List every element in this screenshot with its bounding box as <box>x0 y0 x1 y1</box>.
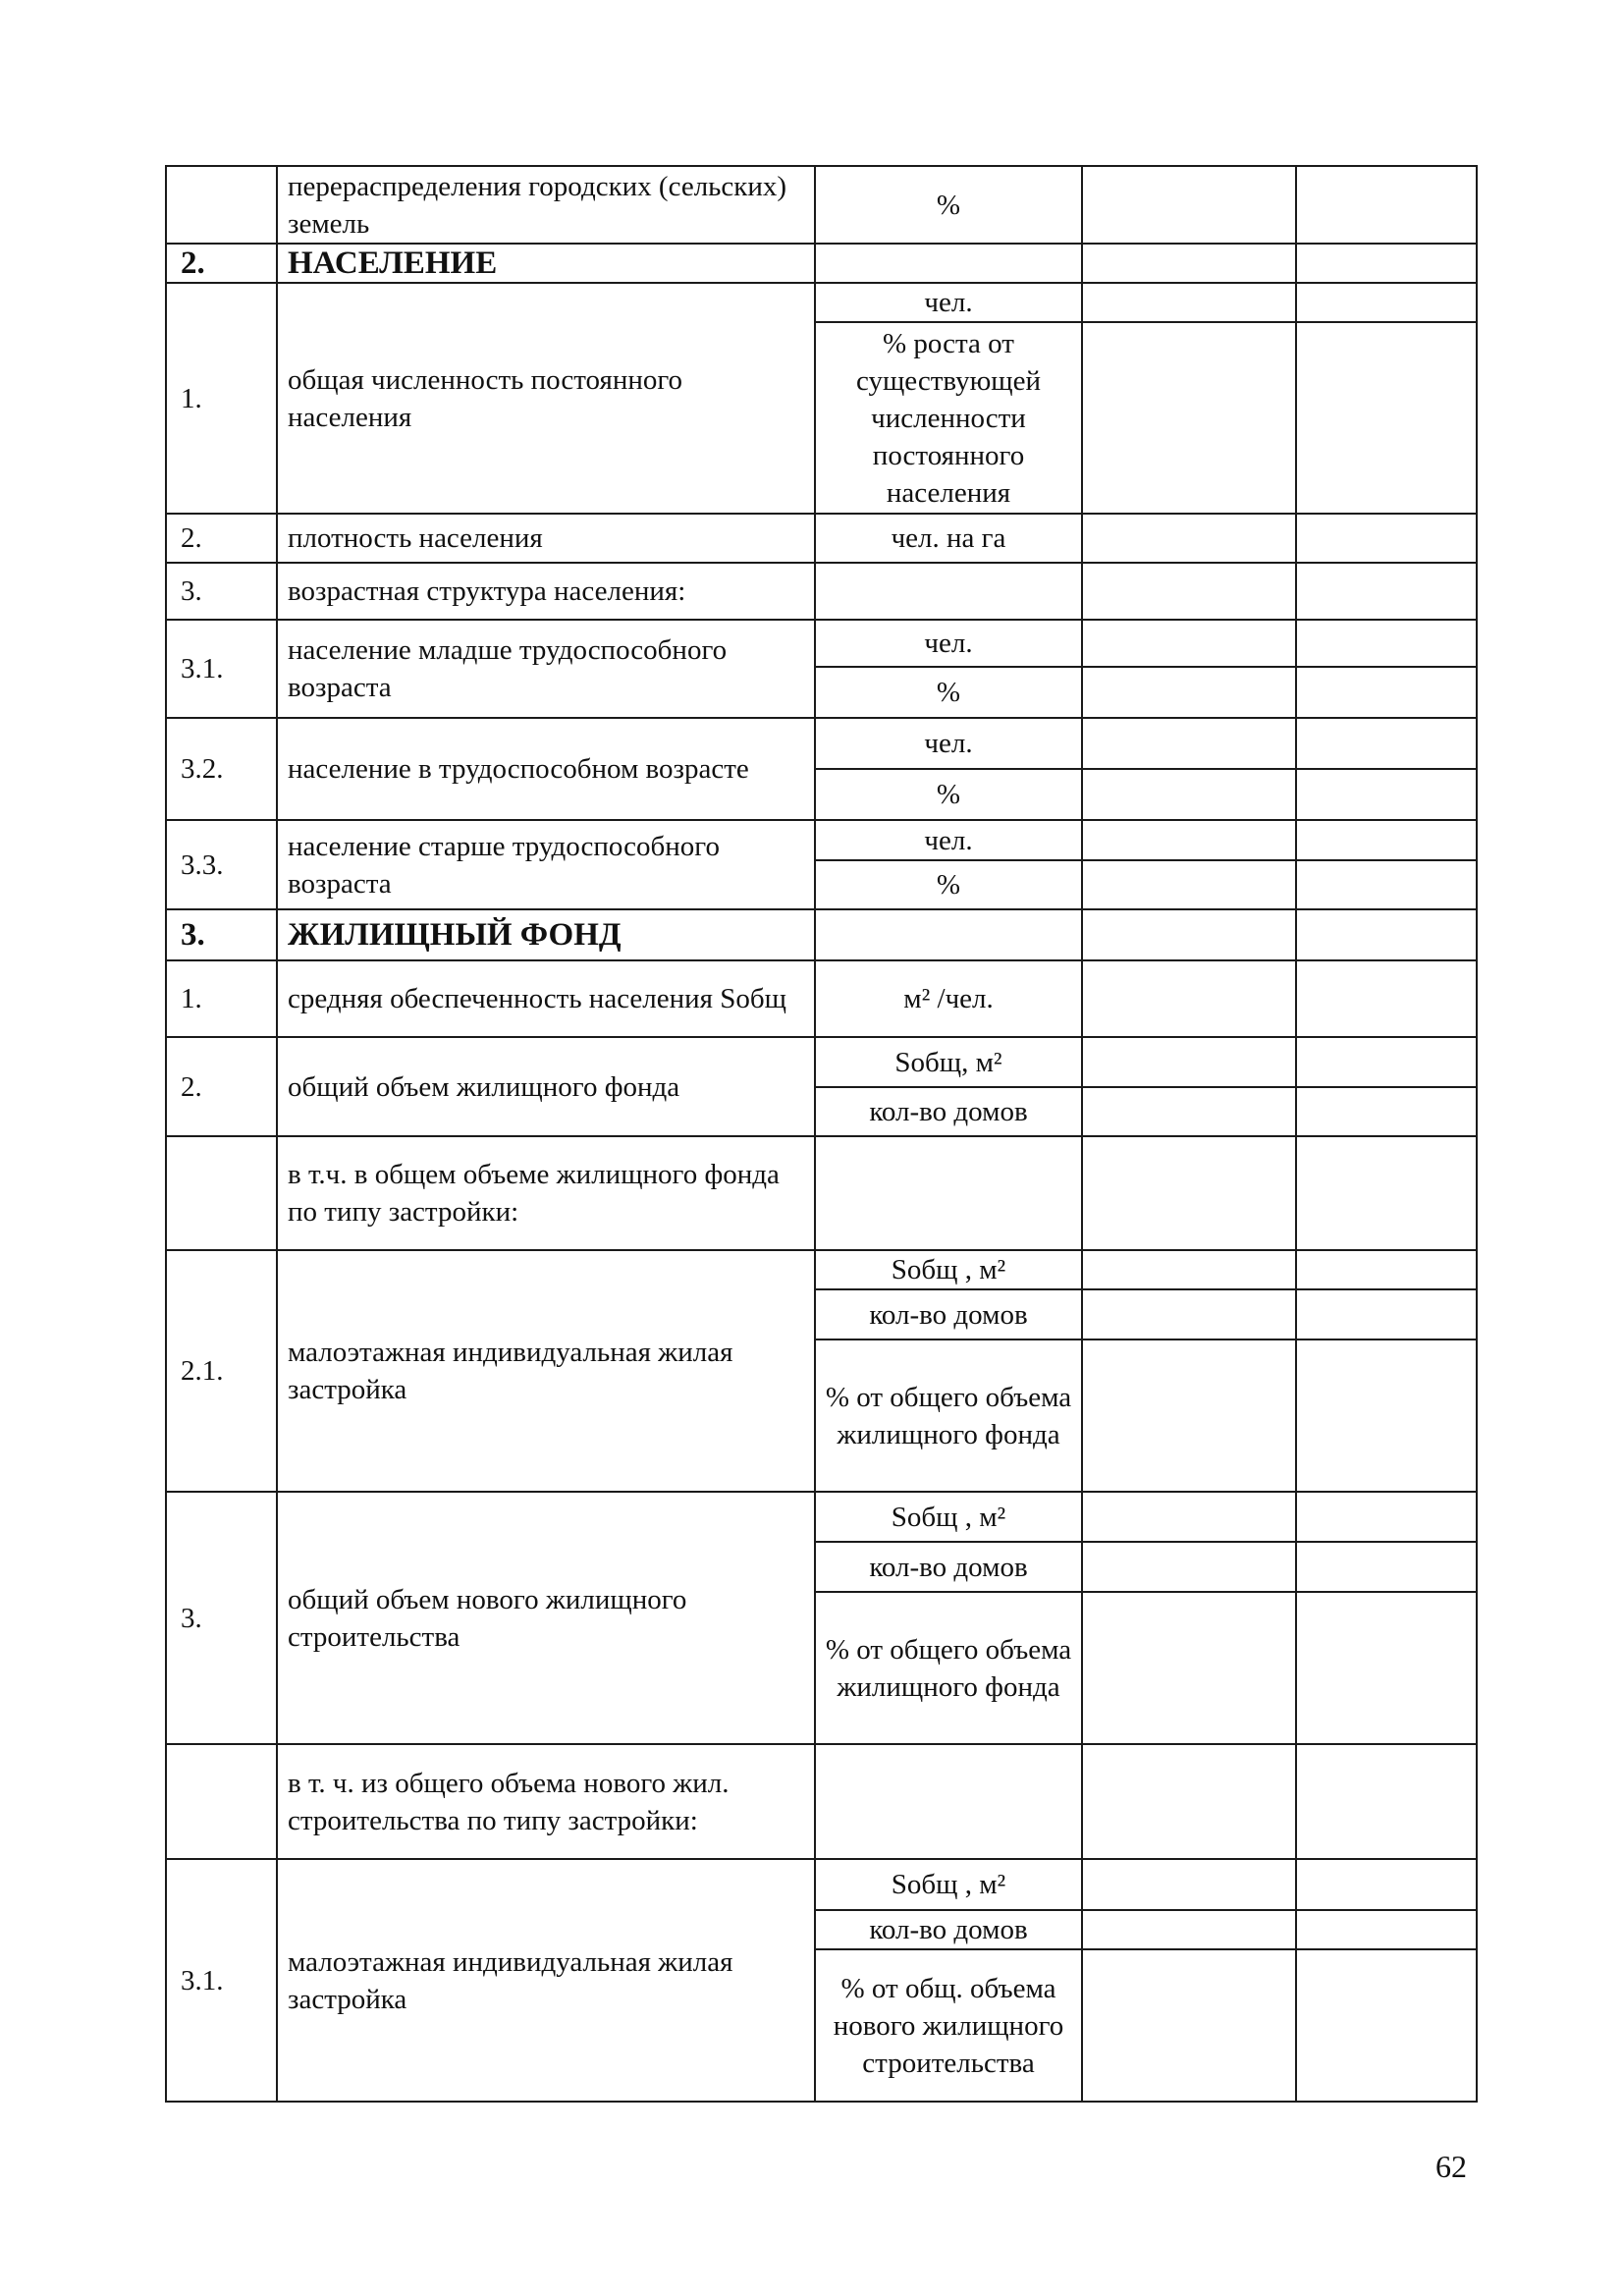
table-row <box>166 1744 1477 1859</box>
value-cell <box>1082 1037 1296 1087</box>
section-number: 2. <box>166 244 277 283</box>
unit-cell: чел. <box>815 718 1082 769</box>
value-cell <box>1082 1492 1296 1542</box>
indicator-label: население младше трудоспособного возраста <box>277 620 815 718</box>
section-title: НАСЕЛЕНИЕ <box>277 244 815 283</box>
value-cell <box>1296 1542 1477 1592</box>
unit-cell: % <box>815 166 1082 244</box>
value-cell <box>1082 322 1296 514</box>
indicator-label: общий объем жилищного фонда <box>277 1037 815 1136</box>
value-cell <box>1296 514 1477 563</box>
value-cell <box>1296 322 1477 514</box>
table-row <box>166 166 1477 244</box>
value-cell <box>1296 960 1477 1037</box>
value-cell <box>1082 514 1296 563</box>
table-row <box>166 283 1477 322</box>
unit-cell: чел. <box>815 820 1082 860</box>
section-row <box>166 244 1477 283</box>
value-cell <box>1082 1289 1296 1339</box>
value-cell <box>1082 1949 1296 2102</box>
indicator-label: плотность населения <box>277 514 815 563</box>
table-row <box>166 563 1477 620</box>
value-cell <box>1296 860 1477 909</box>
section-title: ЖИЛИЩНЫЙ ФОНД <box>277 909 815 960</box>
value-cell <box>1296 718 1477 769</box>
table-row <box>166 1492 1477 1542</box>
value-cell <box>1296 667 1477 718</box>
unit-cell: % от общего объема жилищного фонда <box>815 1592 1082 1744</box>
value-cell <box>1082 1542 1296 1592</box>
table-row <box>166 1859 1477 1910</box>
value-cell <box>1296 166 1477 244</box>
table-row <box>166 960 1477 1037</box>
value-cell <box>1296 1592 1477 1744</box>
row-number: 1. <box>166 283 277 514</box>
indicator-label: население в трудоспособном возрасте <box>277 718 815 820</box>
unit-cell <box>815 1744 1082 1859</box>
indicator-label: малоэтажная индивидуальная жилая застройка <box>277 1250 815 1492</box>
value-cell <box>1082 620 1296 667</box>
page-number: 62 <box>1435 2149 1467 2184</box>
value-cell <box>1082 718 1296 769</box>
unit-cell: чел. <box>815 283 1082 322</box>
value-cell <box>1296 1087 1477 1136</box>
unit-cell: Sобщ , м² <box>815 1859 1082 1910</box>
value-cell <box>1082 667 1296 718</box>
value-cell <box>1082 1744 1296 1859</box>
unit-cell: кол-во домов <box>815 1542 1082 1592</box>
row-number: 3.3. <box>166 820 277 909</box>
indicator-label: общая численность постоянного населения <box>277 283 815 514</box>
value-cell <box>1082 166 1296 244</box>
value-cell <box>1082 244 1296 283</box>
row-number: 2. <box>166 514 277 563</box>
value-cell <box>1296 1339 1477 1492</box>
unit-cell: % от общего объема жилищного фонда <box>815 1339 1082 1492</box>
row-number: 3.2. <box>166 718 277 820</box>
unit-cell <box>815 563 1082 620</box>
unit-cell: % от общ. объема нового жилищного строительства <box>815 1949 1082 2102</box>
unit-cell: % <box>815 769 1082 820</box>
value-cell <box>1296 283 1477 322</box>
unit-cell: % <box>815 860 1082 909</box>
value-cell <box>1082 820 1296 860</box>
value-cell <box>1296 1492 1477 1542</box>
value-cell <box>1296 1136 1477 1250</box>
indicator-label: возрастная структура населения: <box>277 563 815 620</box>
value-cell <box>1082 283 1296 322</box>
value-cell <box>1082 960 1296 1037</box>
indicator-label: средняя обеспеченность населения Sобщ <box>277 960 815 1037</box>
value-cell <box>1082 1250 1296 1289</box>
value-cell <box>1082 1859 1296 1910</box>
value-cell <box>1296 1859 1477 1910</box>
value-cell <box>1082 1087 1296 1136</box>
indicator-label: перераспределения городских (сельских) земель <box>277 166 815 244</box>
value-cell <box>1296 1037 1477 1087</box>
section-number: 3. <box>166 909 277 960</box>
value-cell <box>1296 244 1477 283</box>
value-cell <box>1296 620 1477 667</box>
row-number: 1. <box>166 960 277 1037</box>
value-cell <box>1082 1339 1296 1492</box>
indicator-label: малоэтажная индивидуальная жилая застройка <box>277 1859 815 2102</box>
value-cell <box>1296 820 1477 860</box>
unit-cell: % роста от существующей численности постоянного населения <box>815 322 1082 514</box>
value-cell <box>1082 1910 1296 1949</box>
value-cell <box>1082 563 1296 620</box>
value-cell <box>1082 769 1296 820</box>
indicators-table <box>165 165 1478 2103</box>
unit-cell: чел. на га <box>815 514 1082 563</box>
indicator-label: в т. ч. из общего объема нового жил. строительства по типу застройки: <box>277 1744 815 1859</box>
unit-cell: кол-во домов <box>815 1087 1082 1136</box>
table-row <box>166 1250 1477 1289</box>
indicator-label: общий объем нового жилищного строительства <box>277 1492 815 1744</box>
row-number <box>166 1136 277 1250</box>
value-cell <box>1296 1949 1477 2102</box>
unit-cell <box>815 244 1082 283</box>
table-row <box>166 820 1477 860</box>
table-row <box>166 514 1477 563</box>
value-cell <box>1082 1592 1296 1744</box>
row-number: 3.1. <box>166 620 277 718</box>
section-row <box>166 909 1477 960</box>
unit-cell: м² /чел. <box>815 960 1082 1037</box>
value-cell <box>1082 860 1296 909</box>
unit-cell: чел. <box>815 620 1082 667</box>
row-number: 3.1. <box>166 1859 277 2102</box>
unit-cell: Sобщ , м² <box>815 1492 1082 1542</box>
value-cell <box>1296 563 1477 620</box>
row-number: 2.1. <box>166 1250 277 1492</box>
unit-cell <box>815 909 1082 960</box>
table-row <box>166 1037 1477 1087</box>
value-cell <box>1296 1250 1477 1289</box>
row-number: 2. <box>166 1037 277 1136</box>
indicator-label: в т.ч. в общем объеме жилищного фонда по типу застройки: <box>277 1136 815 1250</box>
row-number <box>166 1744 277 1859</box>
row-number: 3. <box>166 1492 277 1744</box>
value-cell <box>1082 909 1296 960</box>
unit-cell: Sобщ, м² <box>815 1037 1082 1087</box>
indicator-label: население старше трудоспособного возраста <box>277 820 815 909</box>
table-row <box>166 718 1477 769</box>
value-cell <box>1296 1910 1477 1949</box>
value-cell <box>1296 1289 1477 1339</box>
unit-cell: Sобщ , м² <box>815 1250 1082 1289</box>
unit-cell <box>815 1136 1082 1250</box>
value-cell <box>1296 1744 1477 1859</box>
unit-cell: кол-во домов <box>815 1289 1082 1339</box>
unit-cell: % <box>815 667 1082 718</box>
row-number <box>166 166 277 244</box>
row-number: 3. <box>166 563 277 620</box>
unit-cell: кол-во домов <box>815 1910 1082 1949</box>
value-cell <box>1296 769 1477 820</box>
table-row <box>166 1136 1477 1250</box>
value-cell <box>1296 909 1477 960</box>
value-cell <box>1082 1136 1296 1250</box>
table-row <box>166 620 1477 667</box>
